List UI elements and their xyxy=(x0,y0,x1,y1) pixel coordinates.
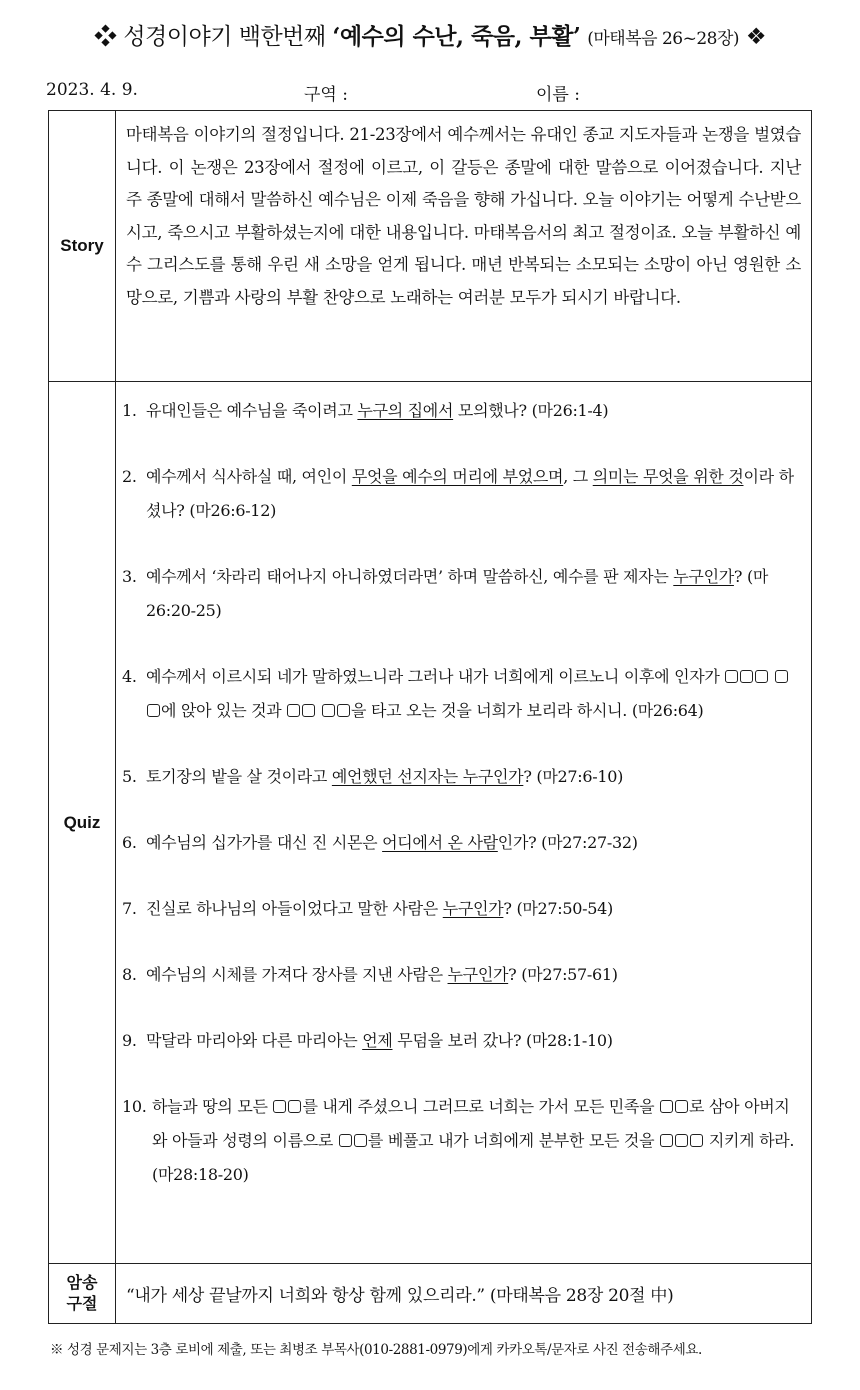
answer-blank[interactable] xyxy=(660,1100,673,1113)
date: 2023. 4. 9. xyxy=(46,80,138,100)
answer-blank[interactable] xyxy=(775,670,788,683)
answer-blank[interactable] xyxy=(755,670,768,683)
memory-verse: “내가 세상 끝날까지 너희와 항상 함께 있으리라.” (마태복음 28장 20절 中) xyxy=(116,1264,812,1324)
answer-blank[interactable] xyxy=(725,670,738,683)
footer-note: ※ 성경 문제지는 3층 로비에 제출, 또는 최병조 부목사(010-2881-0979)에게 카카오톡/문자로 사진 전송해주세요. xyxy=(50,1342,702,1358)
quiz-question-10: 10. 하늘과 땅의 모든 를 내게 주셨으니 그러므로 너희는 가서 모든 민족을 로 삼아 아버지와 아들과 성령의 이름으로 를 베풀고 내가 너희에게 분부한 모든 것을 지키게 하라. (마28:18-20) xyxy=(122,1097,795,1184)
answer-blank[interactable] xyxy=(288,1100,301,1113)
title-main: ‘예수의 수난, 죽음, 부활’ xyxy=(332,23,581,50)
story-text: 마태복음 이야기의 절정입니다. 21-23장에서 예수께서는 유대인 종교 지도자들과 논쟁을 벌였습니다. 이 논쟁은 23장에서 절정에 이르고, 이 갈등은 종말에 대한 말씀으로 이어졌습니다. 지난 주 종말에 대해서 말씀하신 예수님은 이제 죽음을 향해 가십니다. 오늘 이야기는 어떻게 수난받으시고, 죽으시고 부활하셨는지에 대한 내용입니다. 마태복음서의 최고 절정이죠. 오늘 부활하신 예수 그리스도를 통해 우린 새 소망을 얻게 됩니다. 매년 반복되는 소모되는 소망이 아닌 영원한 소망으로, 기쁨과 사랑의 부활 찬양으로 노래하는 여러분 모두가 되시기 바랍니다. xyxy=(116,111,812,382)
answer-blank[interactable] xyxy=(660,1134,673,1147)
memory-verse-label: 암송 구절 xyxy=(49,1264,116,1324)
quiz-question-4: 4. 예수께서 이르시되 네가 말하였느니라 그러나 내가 너희에게 이르노니 이후에 인자가 에 앉아 있는 것과 을 타고 오는 것을 너희가 보리라 하시니. (마26:64) xyxy=(122,660,803,728)
title-reference: (마태복음 26~28장) xyxy=(587,29,740,49)
worksheet-meta xyxy=(46,80,816,106)
quiz-question-2: 2. 예수께서 식사하실 때, 여인이 무엇을 예수의 머리에 부었으며, 그 의미는 무엇을 위한 것이라 하셨나? (마26:6-12) xyxy=(122,467,794,520)
answer-blank[interactable] xyxy=(322,704,335,717)
answer-blank[interactable] xyxy=(273,1100,286,1113)
title-prefix: 성경이야기 백한번째 xyxy=(123,24,326,50)
quiz-question-7: 7. 진실로 하나님의 아들이었다고 말한 사람은 누구인가? (마27:50-54) xyxy=(122,899,613,918)
quiz-section xyxy=(116,382,812,1264)
answer-blank[interactable] xyxy=(302,704,315,717)
answer-blank[interactable] xyxy=(675,1100,688,1113)
answer-blank[interactable] xyxy=(337,704,350,717)
quiz-question-5: 5. 토기장의 밭을 살 것이라고 예언했던 선지자는 누구인가? (마27:6-10) xyxy=(122,767,624,786)
answer-blank[interactable] xyxy=(354,1134,367,1147)
district-label[interactable]: 구역 : xyxy=(304,85,348,105)
worksheet-table xyxy=(48,110,812,1324)
quiz-question-9: 9. 막달라 마리아와 다른 마리아는 언제 무덤을 보러 갔나? (마28:1-10) xyxy=(122,1031,613,1050)
name-label[interactable]: 이름 : xyxy=(536,85,580,105)
answer-blank[interactable] xyxy=(147,704,160,717)
page-title xyxy=(0,18,860,51)
answer-blank[interactable] xyxy=(740,670,753,683)
diamond-icon: ❖ xyxy=(94,24,117,50)
quiz-question-6: 6. 예수님의 십가가를 대신 진 시몬은 어디에서 온 사람인가? (마27:27-32) xyxy=(122,833,638,852)
answer-blank[interactable] xyxy=(339,1134,352,1147)
quiz-question-3: 3. 예수께서 ‘차라리 태어나지 아니하였더라면’ 하며 말씀하신, 예수를 판 제자는 누구인가? (마26:20-25) xyxy=(122,567,769,620)
answer-blank[interactable] xyxy=(287,704,300,717)
quiz-question-8: 8. 예수님의 시체를 가져다 장사를 지낸 사람은 누구인가? (마27:57-61) xyxy=(122,965,618,984)
answer-blank[interactable] xyxy=(690,1134,703,1147)
answer-blank[interactable] xyxy=(675,1134,688,1147)
quiz-question-1: 1. 유대인들은 예수님을 죽이려고 누구의 집에서 모의했나? (마26:1-4) xyxy=(122,401,609,420)
diamond-icon: ❖ xyxy=(745,24,766,50)
quiz-label: Quiz xyxy=(49,382,116,1264)
story-label: Story xyxy=(49,111,116,382)
